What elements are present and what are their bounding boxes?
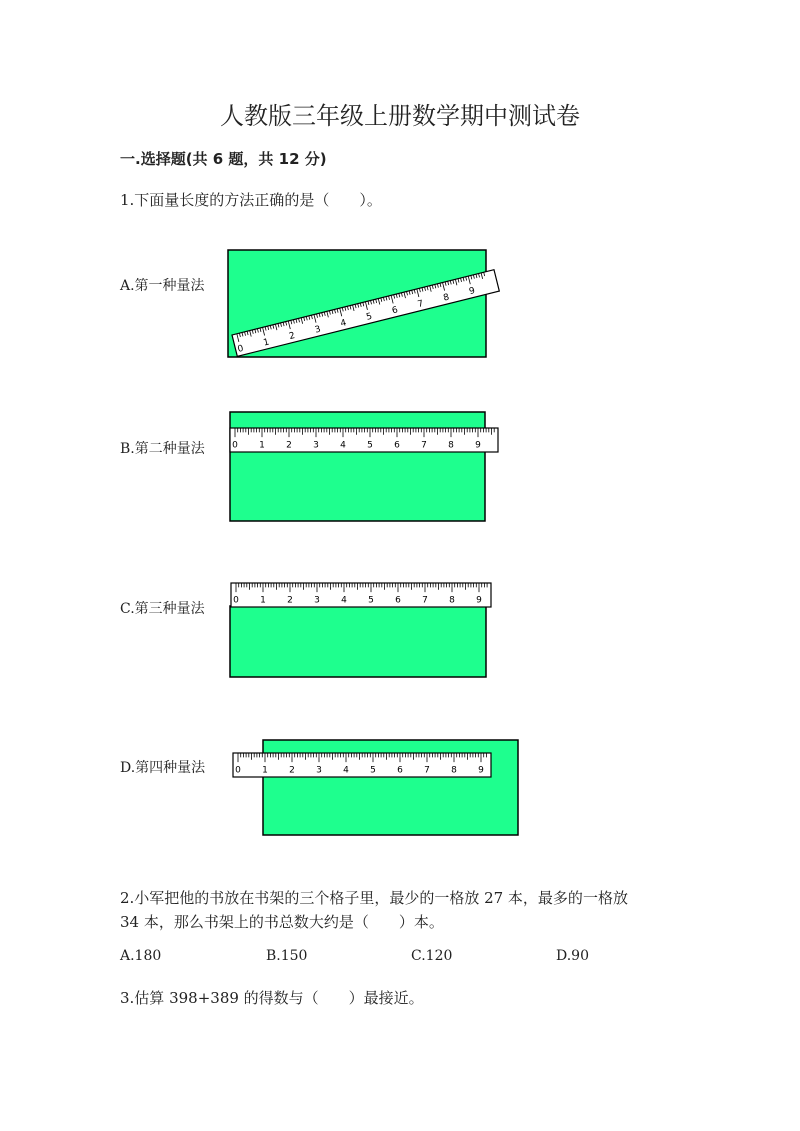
ruler-number: 6 [397,765,403,776]
ruler-number: 3 [316,765,322,776]
ruler-b [230,428,498,452]
option-b-label: B.第二种量法 [120,441,205,457]
option-d-label: D.第四种量法 [120,760,206,776]
ruler-number: 6 [395,595,401,606]
section-heading: 一.选择题(共 6 题，共 12 分) [120,150,327,168]
ruler-number: 8 [448,440,454,451]
figure-a [228,250,499,357]
ruler-number: 6 [394,440,400,451]
ruler-number: 4 [339,318,348,330]
answer-a: A.180 [120,948,162,964]
page-title: 人教版三年级上册数学期中测试卷 [220,102,580,130]
question-2-line-2: 34 本，那么书架上的书总数大约是（ ）本。 [120,913,444,931]
ruler-number: 0 [235,765,241,776]
ruler-number: 3 [314,595,320,606]
ruler-number: 8 [449,595,455,606]
ruler-number: 5 [365,311,374,323]
ruler-number: 8 [442,292,451,304]
ruler-number: 8 [451,765,457,776]
ruler-number: 1 [262,765,268,776]
figure-b [230,412,498,521]
figure-d [233,740,518,835]
ruler-number: 6 [391,305,400,317]
ruler-number: 0 [232,440,238,451]
green-rectangle-c [230,606,486,677]
ruler-number: 5 [368,595,374,606]
ruler-number: 9 [475,440,481,451]
ruler-number: 3 [313,324,322,336]
ruler-number: 9 [478,765,484,776]
ruler-number: 9 [468,286,477,298]
ruler-number: 5 [367,440,373,451]
ruler-number: 2 [288,330,297,343]
ruler-number: 0 [236,343,245,355]
answer-b: B.150 [266,948,308,964]
question-3-text: 3.估算 398+389 的得数与（ ）最接近。 [120,989,424,1007]
option-c-label: C.第三种量法 [120,601,205,617]
ruler-number: 1 [260,595,266,606]
figure-c [230,583,491,677]
ruler-number: 7 [424,765,430,776]
ruler-number: 4 [340,440,346,451]
ruler-number: 4 [343,765,349,776]
ruler-number: 2 [287,595,293,606]
ruler-number: 5 [370,765,376,776]
question-1-text: 1.下面量长度的方法正确的是（ ）。 [120,191,382,209]
ruler-c [231,583,491,607]
ruler-number: 0 [233,595,239,606]
answer-c: C.120 [411,948,453,964]
ruler-number: 1 [259,440,265,451]
ruler-number: 7 [416,298,425,311]
ruler-number: 3 [313,440,319,451]
ruler-number: 1 [262,337,271,349]
ruler-number: 4 [341,595,347,606]
ruler-number: 7 [422,595,428,606]
ruler-number: 2 [289,765,295,776]
option-a-label: A.第一种量法 [120,278,205,294]
answer-d: D.90 [556,948,589,964]
question-2-line-1: 2.小军把他的书放在书架的三个格子里，最少的一格放 27 本，最多的一格放 [120,889,628,907]
ruler-number: 2 [286,440,292,451]
ruler-number: 7 [421,440,427,451]
ruler-d [233,753,491,777]
ruler-number: 9 [476,595,482,606]
